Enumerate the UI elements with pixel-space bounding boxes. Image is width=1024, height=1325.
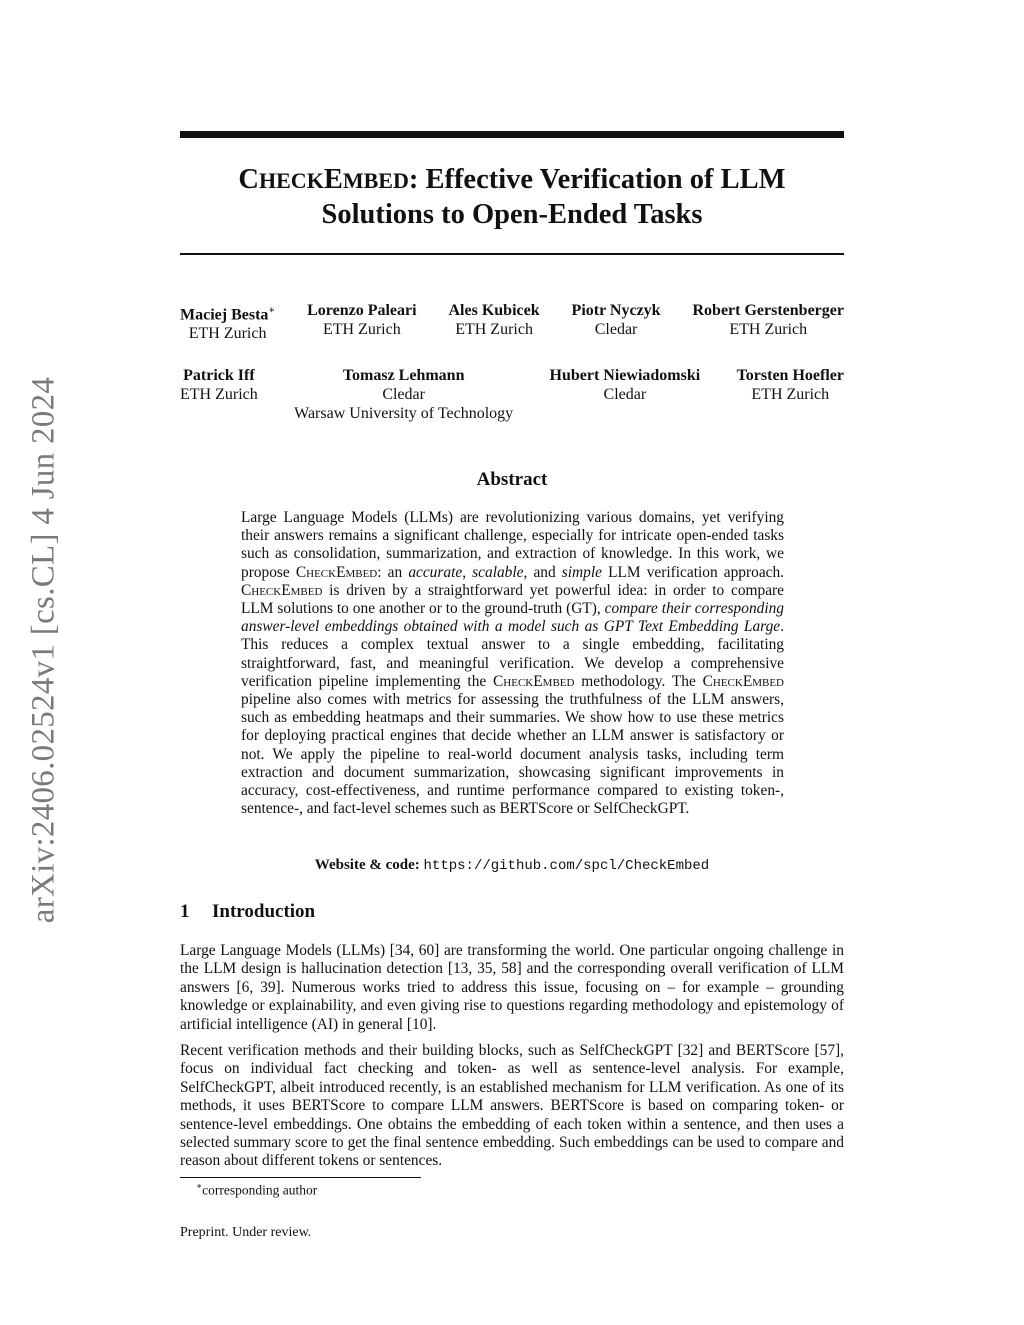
author-name: Patrick Iff — [183, 367, 255, 384]
footnote-rule — [180, 1177, 421, 1178]
title-line-2: Solutions to Open-Ended Tasks — [321, 199, 703, 230]
website-link[interactable]: https://github.com/spcl/CheckEmbed — [423, 858, 710, 874]
footnote — [196, 1181, 317, 1199]
author-name: Lorenzo Paleari — [307, 302, 417, 319]
author-name: Ales Kubicek — [448, 302, 540, 319]
author-block — [294, 366, 513, 423]
author-affiliation: ETH Zurich — [180, 386, 258, 403]
system-name: CheckEmbed — [702, 672, 785, 690]
abstract-heading: Abstract — [476, 469, 548, 490]
footnote-text: corresponding author — [202, 1182, 318, 1198]
author-block — [180, 301, 275, 343]
title-line-1-rest: : Effective Verification of LLM — [408, 164, 786, 195]
system-name: CheckEmbed — [295, 563, 378, 581]
author-name: Hubert Niewiadomski — [549, 367, 701, 384]
author-block — [572, 301, 661, 339]
arxiv-identifier: arXiv:2406.02524v1 [cs.CL] 4 Jun 2024 — [25, 376, 62, 924]
author-affiliation: Cledar — [594, 321, 638, 338]
abstract-text: Large Language Models (LLMs) are revolutionizing various domains, yet verifying their answers remains a significant challenge, especially for intricate open-ended tasks such as consolidation, summarization, and extraction of knowledge. In this work, we propose CheckEmbed: an accurate, scalable, and simple LLM verification approach. CheckEmbed is driven by a straightforward yet powerful idea: in order to compare LLM solutions to one another or to the ground-truth (GT), compare their corresponding answer-level embeddings obtained with a model such as GPT Text Embedding Large. This reduces a complex textual answer to a single embedding, facilitating straightforward, fast, and meaningful verification. We develop a comprehensive verification pipeline implementing the CheckEmbed methodology. The CheckEmbed pipeline also comes with metrics for assessing the truthfulness of the LLM answers, such as embedding heatmaps and their summaries. We show how to use these metrics for deploying practical engines that decide whether an LLM answer is satisfactory or not. We apply the pipeline to real-world document analysis tasks, including term extraction and document summarization, showcasing significant improvements in accuracy, cost-effectiveness, and runtime performance compared to existing token-, sentence-, and fact-level schemes such as BERTScore or SelfCheckGPT. — [241, 509, 785, 818]
author-row-1 — [180, 301, 844, 343]
author-affiliation: Cledar — [382, 386, 425, 403]
author-row-2 — [180, 366, 844, 423]
author-block — [550, 366, 701, 404]
title-letter-c: C — [238, 164, 260, 195]
author-block — [180, 366, 258, 404]
author-affiliation: ETH Zurich — [729, 321, 808, 338]
author-name: Maciej Besta∗ — [180, 305, 276, 324]
author-affiliation: ETH Zurich — [751, 386, 830, 403]
author-affiliation: Cledar — [603, 386, 647, 403]
system-name: CheckEmbed — [241, 581, 323, 599]
author-affiliation: ETH Zurich — [188, 325, 267, 343]
author-block — [692, 301, 844, 339]
author-block — [737, 366, 844, 404]
section-title: Introduction — [212, 901, 316, 922]
preprint-note: Preprint. Under review. — [180, 1225, 312, 1240]
author-affiliation: ETH Zurich — [455, 321, 533, 338]
body-paragraph: Large Language Models (LLMs) [34, 60] are transforming the world. One particular ongoing challenge in the LLM design is hallucination detection [13, 35, 58] and the corresponding overall verification of LLM answers [6, 39]. Numerous works tried to address this issue, focusing on – for example – grounding knowledge or explainability, and even giving rise to questions regarding methodology and epistemology of artificial intelligence (AI) in general [10]. — [180, 942, 844, 1033]
website-line — [180, 857, 844, 874]
title-smallcaps-mbed: MBED — [342, 168, 409, 193]
author-name: Torsten Hoefler — [736, 367, 844, 384]
author-name: Tomasz Lehmann — [342, 367, 465, 384]
author-affiliation-secondary: Warsaw University of Technology — [294, 405, 514, 422]
section-heading — [180, 901, 315, 923]
title-letter-e: E — [323, 164, 343, 195]
paper-title — [180, 163, 844, 232]
title-smallcaps-heck: HECK — [259, 168, 324, 193]
system-name: CheckEmbed — [493, 672, 575, 690]
body-paragraph: Recent verification methods and their building blocks, such as SelfCheckGPT [32] and BERTScore [57], focus on individual fact checking and token- as well as sentence-level analysis. For example, SelfCheckGPT, albeit introduced recently, is an established mechanism for LLM verification. As one of its methods, it uses BERTScore to compare LLM answers. BERTScore is based on comparing token- or sentence-level embeddings. One obtains the embedding of each token within a sentence, and then uses a selected summary score to get the final sentence embedding. Such embeddings can be used to compare and reason about different tokens or sentences. — [180, 1042, 844, 1170]
author-block — [307, 301, 416, 339]
author-block — [449, 301, 540, 339]
footnote-mark: ∗ — [196, 1181, 203, 1191]
key-idea-emphasis: compare their corresponding answer-level embeddings obtained with a model such as GPT Text Embedding Large — [241, 600, 784, 636]
section-number: 1 — [180, 901, 190, 922]
author-name: Robert Gerstenberger — [692, 302, 844, 319]
title-top-rule — [180, 131, 844, 138]
author-affiliation: ETH Zurich — [322, 321, 401, 338]
author-name: Piotr Nyczyk — [571, 302, 661, 319]
title-bottom-rule — [180, 253, 844, 255]
website-label: Website & code: — [314, 857, 420, 873]
corresponding-mark: ∗ — [268, 305, 276, 316]
